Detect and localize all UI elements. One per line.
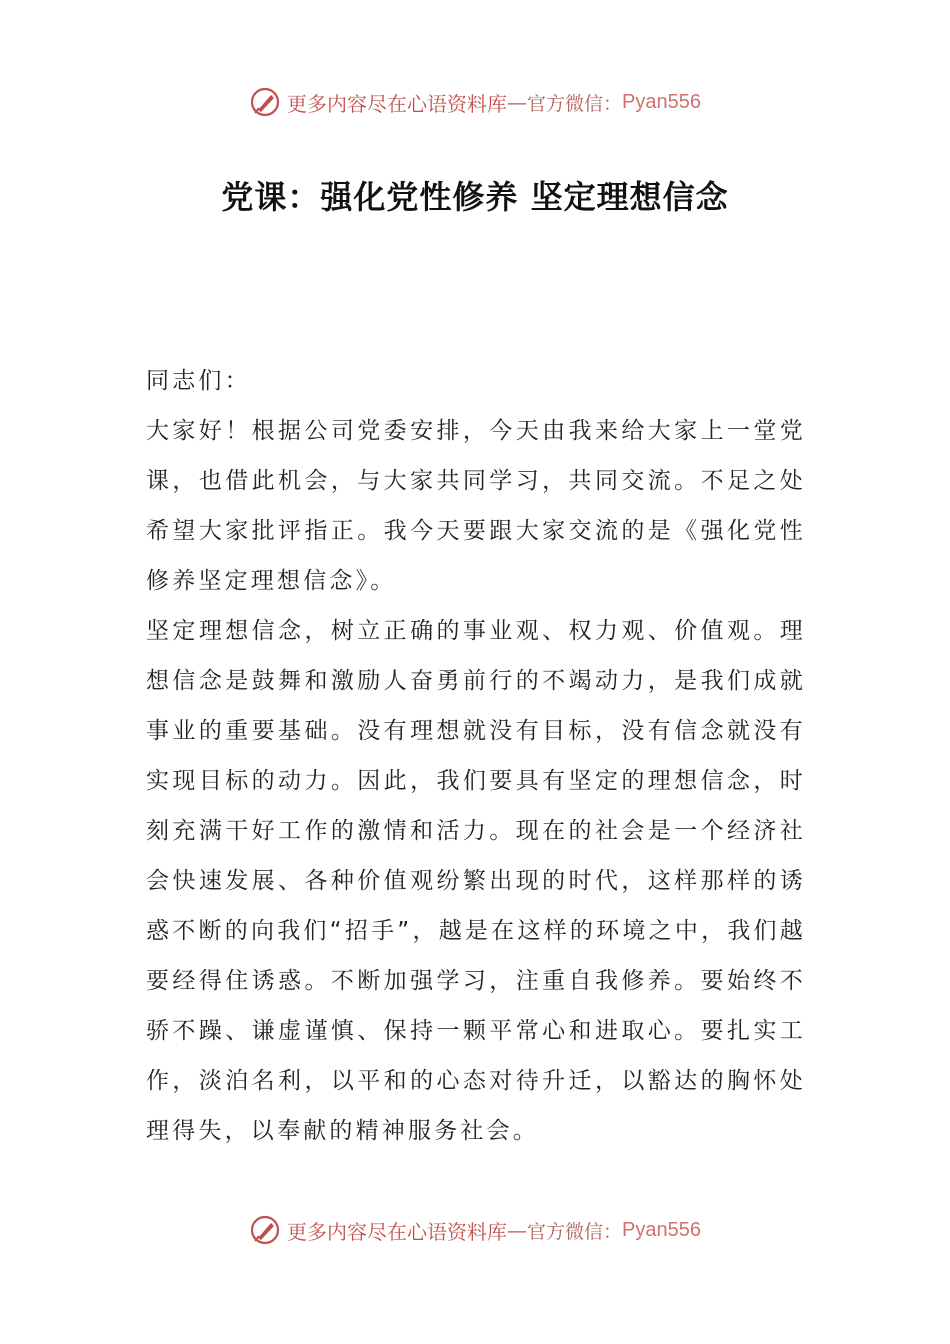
watermark-wechat-id: Pyan556	[622, 90, 701, 113]
watermark-dash: —	[507, 1218, 527, 1242]
header-watermark	[0, 86, 950, 118]
paragraph-ideals: 坚定理想信念，树立正确的事业观、权力观、价值观。理想信念是鼓舞和激励人奋勇前行的不竭动力，是我们成就事业的重要基础。没有理想就没有目标，没有信念就没有实现目标的动力。因此，我们要具有坚定的理想信念，时刻充满干好工作的激情和活力。现在的社会是一个经济社会快速发展、各种价值观纷繁出现的时代，这样那样的诱惑不断的向我们“招手”，越是在这样的环境之中，我们越要经得住诱惑。不断加强学习，注重自我修养。要始终不骄不躁、谦虚谨慎、保持一颗平常心和进取心。要扎实工作，淡泊名利，以平和的心态对待升迁，以豁达的胸怀处理得失，以奉献的精神服务社会。	[146, 618, 806, 1144]
document-title: 党课：强化党性修养 坚定理想信念	[221, 178, 729, 216]
watermark-main-text: 更多内容尽在心语资料库	[287, 91, 507, 116]
watermark-sub-text: 官方微信：	[527, 1220, 623, 1243]
watermark-main-text: 更多内容尽在心语资料库	[287, 1219, 507, 1244]
paragraph-intro: 大家好！根据公司党委安排，今天由我来给大家上一堂党课，也借此机会，与大家共同学习，共同交流。不足之处希望大家批评指正。我今天要跟大家交流的是《强化党性修养坚定理想信念》。	[146, 418, 806, 594]
footer-watermark	[0, 1214, 950, 1246]
pen-nib-circle-icon	[249, 1214, 281, 1246]
watermark-wechat-id: Pyan556	[622, 1218, 701, 1241]
watermark-dash: —	[507, 90, 527, 114]
pen-nib-circle-icon	[249, 86, 281, 118]
watermark-sub-text: 官方微信：	[527, 92, 623, 115]
salutation: 同志们：	[146, 368, 251, 394]
document-body	[146, 356, 806, 1156]
